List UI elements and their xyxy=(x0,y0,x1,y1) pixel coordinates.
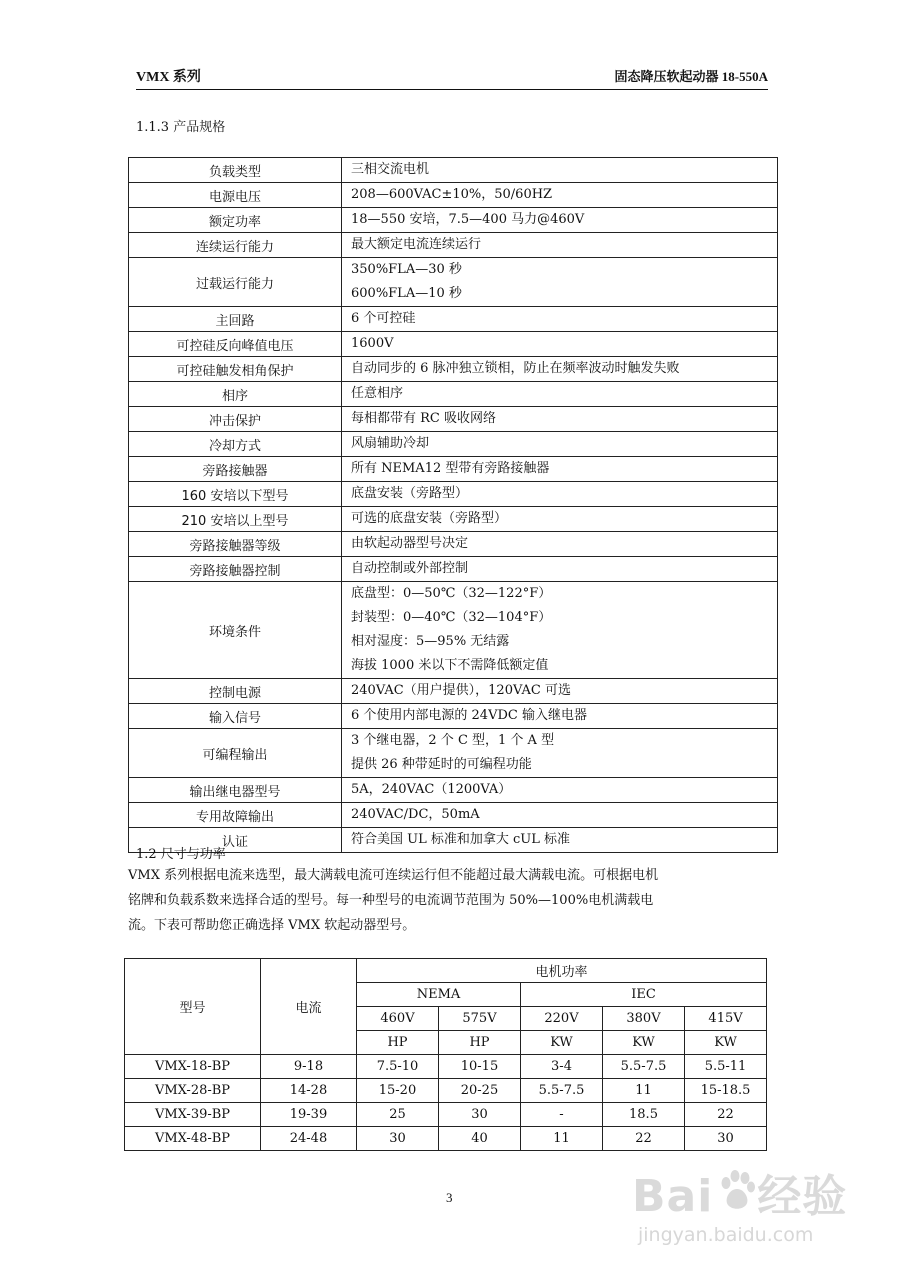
paw-icon xyxy=(718,1170,756,1210)
spec-value xyxy=(342,307,778,332)
spec-label: 负载类型 xyxy=(129,158,342,183)
spec-row xyxy=(129,704,778,729)
spec-label: 主回路 xyxy=(129,307,342,332)
spec-value xyxy=(342,457,778,482)
paragraph-line: 铭牌和负载系数来选择合适的型号。每一种型号的电流调节范围为 50%—100%电机满载电 xyxy=(128,893,654,908)
spec-label: 160 安培以下型号 xyxy=(129,482,342,507)
spec-row xyxy=(129,582,778,679)
spec-value-line: 350%FLA—30 秒 xyxy=(351,262,462,277)
voltage-header: 415V xyxy=(685,1007,767,1031)
page-header xyxy=(136,62,768,90)
spec-row xyxy=(129,307,778,332)
unit-header: KW xyxy=(521,1031,603,1055)
spec-label: 可控硅触发相角保护 xyxy=(129,357,342,382)
table-cell: 40 xyxy=(439,1127,521,1151)
spec-value-line: 240VAC/DC，50mA xyxy=(351,807,480,822)
table-row xyxy=(125,1103,767,1127)
spec-label: 控制电源 xyxy=(129,679,342,704)
spec-value xyxy=(342,704,778,729)
spec-value-line: 任意相序 xyxy=(351,386,404,401)
iec-header: IEC xyxy=(521,983,767,1007)
dimensions-paragraph xyxy=(128,863,780,938)
spec-row xyxy=(129,183,778,208)
spec-value xyxy=(342,828,778,853)
spec-row xyxy=(129,208,778,233)
spec-value-line: 符合美国 UL 标准和加拿大 cUL 标准 xyxy=(351,832,570,847)
spec-value xyxy=(342,803,778,828)
paragraph-line: 流。下表可帮助您正确选择 VMX 软起动器型号。 xyxy=(128,918,416,933)
table-cell: VMX-39-BP xyxy=(125,1103,261,1127)
voltage-header: 220V xyxy=(521,1007,603,1031)
unit-header: HP xyxy=(439,1031,521,1055)
spec-value-line: 可选的底盘安装（旁路型） xyxy=(351,511,508,526)
table-row xyxy=(125,1055,767,1079)
spec-label: 连续运行能力 xyxy=(129,233,342,258)
spec-row xyxy=(129,532,778,557)
spec-value xyxy=(342,679,778,704)
spec-row xyxy=(129,457,778,482)
spec-value xyxy=(342,507,778,532)
table-cell: 5.5-7.5 xyxy=(603,1055,685,1079)
spec-value-line: 底盘安装（旁路型） xyxy=(351,486,469,501)
spec-label: 旁路接触器控制 xyxy=(129,557,342,582)
table-cell: 5.5-11 xyxy=(685,1055,767,1079)
spec-row xyxy=(129,482,778,507)
spec-value xyxy=(342,183,778,208)
spec-value-line: 所有 NEMA12 型带有旁路接触器 xyxy=(351,461,550,476)
table-cell: 22 xyxy=(685,1103,767,1127)
spec-value xyxy=(342,258,778,307)
spec-label: 可编程输出 xyxy=(129,729,342,778)
spec-value xyxy=(342,357,778,382)
page-number: 3 xyxy=(446,1190,453,1205)
section-title-specs: 1.1.3 产品规格 xyxy=(136,120,226,135)
spec-value-line: 6 个使用内部电源的 24VDC 输入继电器 xyxy=(351,708,587,723)
table-cell: 19-39 xyxy=(261,1103,357,1127)
spec-row xyxy=(129,778,778,803)
spec-value xyxy=(342,208,778,233)
table-cell: VMX-48-BP xyxy=(125,1127,261,1151)
spec-row xyxy=(129,679,778,704)
spec-value-line: 提供 26 种带延时的可编程功能 xyxy=(351,757,532,772)
spec-value xyxy=(342,332,778,357)
spec-value xyxy=(342,532,778,557)
spec-value xyxy=(342,407,778,432)
spec-label: 相序 xyxy=(129,382,342,407)
unit-header: KW xyxy=(685,1031,767,1055)
spec-value-line: 三相交流电机 xyxy=(351,162,430,177)
spec-value-line: 240VAC（用户提供），120VAC 可选 xyxy=(351,683,571,698)
spec-row xyxy=(129,507,778,532)
table-cell: VMX-28-BP xyxy=(125,1079,261,1103)
spec-row xyxy=(129,357,778,382)
spec-row xyxy=(129,382,778,407)
spec-value xyxy=(342,158,778,183)
spec-value-line: 海拔 1000 米以下不需降低额定值 xyxy=(351,658,549,673)
watermark-url: jingyan.baidu.com xyxy=(638,1224,814,1246)
spec-label: 电源电压 xyxy=(129,183,342,208)
table-cell: 7.5-10 xyxy=(357,1055,439,1079)
spec-value-line: 最大额定电流连续运行 xyxy=(351,237,482,252)
spec-label: 210 安培以上型号 xyxy=(129,507,342,532)
spec-value xyxy=(342,778,778,803)
product-title: 固态降压软起动器 18-550A xyxy=(614,69,768,84)
spec-value-line: 自动同步的 6 脉冲独立锁相，防止在频率波动时触发失败 xyxy=(351,361,680,376)
table-row xyxy=(125,1127,767,1151)
spec-row xyxy=(129,233,778,258)
table-cell: 5.5-7.5 xyxy=(521,1079,603,1103)
table-cell: 15-18.5 xyxy=(685,1079,767,1103)
spec-value xyxy=(342,482,778,507)
table-cell: 22 xyxy=(603,1127,685,1151)
spec-value-line: 封装型：0—40℃（32—104°F） xyxy=(351,610,552,625)
unit-header: HP xyxy=(357,1031,439,1055)
table-cell: 10-15 xyxy=(439,1055,521,1079)
nema-header: NEMA xyxy=(357,983,521,1007)
spec-value xyxy=(342,233,778,258)
spec-label: 旁路接触器等级 xyxy=(129,532,342,557)
spec-row xyxy=(129,803,778,828)
spec-row xyxy=(129,407,778,432)
table-cell: 18.5 xyxy=(603,1103,685,1127)
section-title-dimensions: 1.2 尺寸与功率 xyxy=(136,847,226,862)
spec-row xyxy=(129,332,778,357)
current-header: 电流 xyxy=(261,959,357,1055)
spec-value-line: 18—550 安培，7.5—400 马力@460V xyxy=(351,212,585,227)
motor-power-header: 电机功率 xyxy=(357,959,767,983)
table-cell: 30 xyxy=(357,1127,439,1151)
spec-value xyxy=(342,432,778,457)
spec-value-line: 1600V xyxy=(351,336,394,351)
spec-value xyxy=(342,582,778,679)
table-cell: 14-28 xyxy=(261,1079,357,1103)
spec-label: 专用故障输出 xyxy=(129,803,342,828)
spec-table xyxy=(128,157,778,853)
table-cell: 15-20 xyxy=(357,1079,439,1103)
spec-label: 旁路接触器 xyxy=(129,457,342,482)
table-cell: 24-48 xyxy=(261,1127,357,1151)
spec-row xyxy=(129,557,778,582)
spec-label: 环境条件 xyxy=(129,582,342,679)
spec-value xyxy=(342,729,778,778)
table-cell: 11 xyxy=(521,1127,603,1151)
table-cell: 20-25 xyxy=(439,1079,521,1103)
voltage-header: 575V xyxy=(439,1007,521,1031)
paragraph-line: VMX 系列根据电流来选型，最大满载电流可连续运行但不能超过最大满载电流。可根据电机 xyxy=(128,868,659,883)
spec-value-line: 600%FLA—10 秒 xyxy=(351,286,462,301)
spec-value-line: 208—600VAC±10%，50/60HZ xyxy=(351,187,553,202)
spec-value-line: 自动控制或外部控制 xyxy=(351,561,469,576)
spec-value-line: 3 个继电器，2 个 C 型，1 个 A 型 xyxy=(351,733,555,748)
model-header: 型号 xyxy=(125,959,261,1055)
spec-value xyxy=(342,382,778,407)
table-cell: 3-4 xyxy=(521,1055,603,1079)
table-cell: 11 xyxy=(603,1079,685,1103)
spec-value-line: 风扇辅助冷却 xyxy=(351,436,430,451)
unit-header: KW xyxy=(603,1031,685,1055)
spec-value-line: 每相都带有 RC 吸收网络 xyxy=(351,411,496,426)
spec-row xyxy=(129,158,778,183)
table-cell: VMX-18-BP xyxy=(125,1055,261,1079)
table-row xyxy=(125,1079,767,1103)
spec-row xyxy=(129,729,778,778)
model-table xyxy=(124,958,767,1151)
spec-label: 额定功率 xyxy=(129,208,342,233)
spec-value-line: 由软起动器型号决定 xyxy=(351,536,469,551)
watermark-logo: Bai 经验 xyxy=(632,1171,848,1222)
spec-value-line: 6 个可控硅 xyxy=(351,311,416,326)
spec-label: 冲击保护 xyxy=(129,407,342,432)
spec-row xyxy=(129,432,778,457)
spec-label: 输出继电器型号 xyxy=(129,778,342,803)
spec-label: 认证 xyxy=(129,828,342,853)
spec-value xyxy=(342,557,778,582)
baidu-watermark xyxy=(632,1160,872,1260)
spec-value-line: 5A，240VAC（1200VA） xyxy=(351,782,512,797)
voltage-header: 380V xyxy=(603,1007,685,1031)
series-title: VMX 系列 xyxy=(136,70,201,85)
spec-label: 过载运行能力 xyxy=(129,258,342,307)
table-cell: 9-18 xyxy=(261,1055,357,1079)
voltage-header: 460V xyxy=(357,1007,439,1031)
spec-label: 输入信号 xyxy=(129,704,342,729)
spec-label: 可控硅反向峰值电压 xyxy=(129,332,342,357)
table-cell: 25 xyxy=(357,1103,439,1127)
spec-value-line: 底盘型：0—50℃（32—122°F） xyxy=(351,586,552,601)
spec-value-line: 相对湿度：5—95% 无结露 xyxy=(351,634,510,649)
spec-label: 冷却方式 xyxy=(129,432,342,457)
table-cell: 30 xyxy=(685,1127,767,1151)
table-cell: - xyxy=(521,1103,603,1127)
spec-row xyxy=(129,258,778,307)
table-cell: 30 xyxy=(439,1103,521,1127)
